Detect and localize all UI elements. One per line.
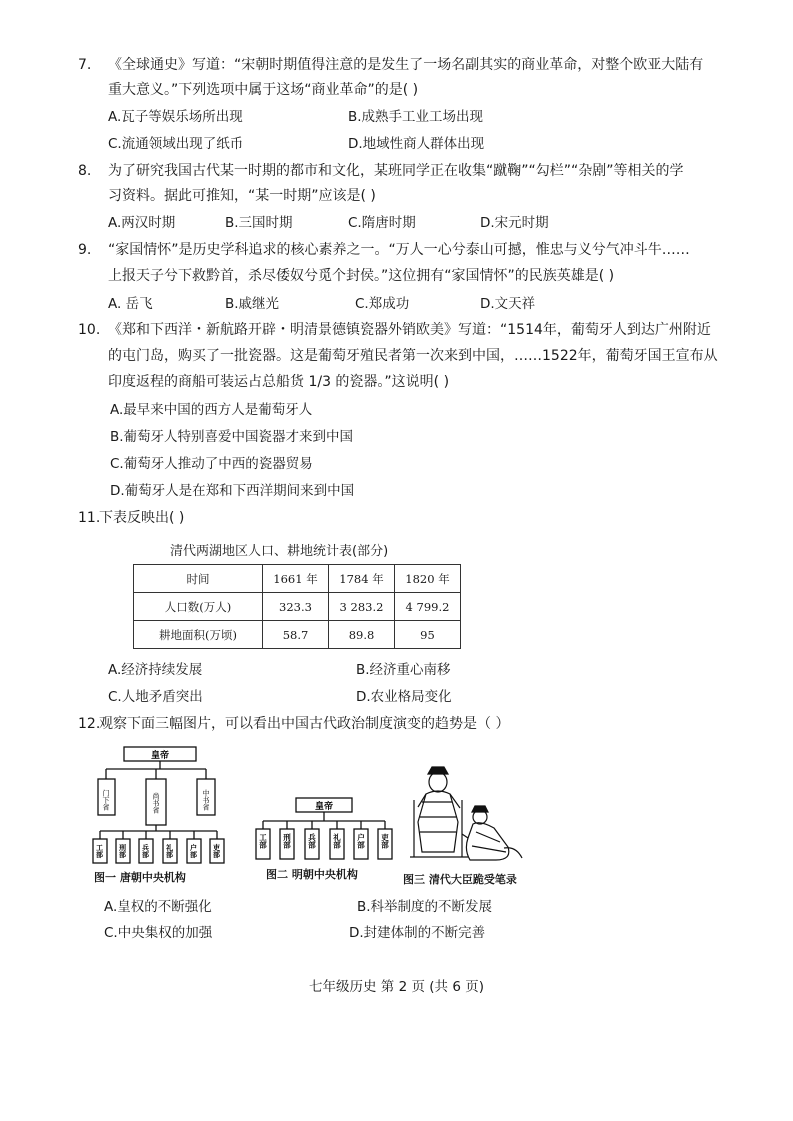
table-header-row [134, 565, 461, 593]
question-10-number: 10. [78, 322, 101, 338]
question-8-option-a[interactable]: A.两汉时期 [108, 215, 176, 231]
question-10-option-d[interactable]: D.葡萄牙人是在郑和下西洋期间来到中国 [110, 483, 355, 499]
question-10-text-line-2: 的屯门岛，购买了一批瓷器。这是葡萄牙殖民者第一次来到中国，……1522年，葡萄牙国王宣布从 [108, 348, 718, 364]
question-11-option-b[interactable]: B.经济重心南移 [356, 662, 451, 678]
fig2-ministry-label: 刑部 [282, 833, 292, 849]
table-row [134, 621, 461, 649]
fig1-ministry-label: 兵部 [141, 844, 151, 858]
question-7-number: 7. [78, 57, 92, 73]
table-header-cell: 1661 年 [263, 565, 329, 593]
table-header-cell: 1820 年 [395, 565, 461, 593]
question-9-option-c[interactable]: C.郑成功 [355, 296, 410, 312]
question-7-text-line-2: 重大意义。”下列选项中属于这场“商业革命”的是( ) [108, 82, 419, 98]
fig1-zhongshu-label: 中书省 [202, 789, 210, 811]
fig1-menxia-label: 门下省 [102, 789, 110, 811]
question-8-option-b[interactable]: B.三国时期 [225, 215, 293, 231]
question-9-option-a[interactable]: A. 岳飞 [108, 296, 153, 312]
question-10-text-line-1: 《郑和下西洋・新航路开辟・明清景德镇瓷器外销欧美》写道：“1514年，葡萄牙人到达广州附近 [108, 322, 711, 338]
fig1-ministry-label: 工部 [95, 844, 105, 858]
question-9-option-d[interactable]: D.文天祥 [480, 296, 536, 312]
fig1-emperor-label: 皇帝 [150, 751, 170, 761]
fig2-ministry-label: 户部 [356, 833, 366, 849]
question-12-option-d[interactable]: D.封建体制的不断完善 [349, 925, 486, 941]
table-cell: 人口数(万人) [134, 593, 263, 621]
fig1-ministry-label: 刑部 [118, 844, 128, 858]
fig2-ministry-label: 礼部 [332, 833, 342, 849]
question-11-text: 下表反映出( ) [99, 510, 185, 526]
figure-qing-illustration [408, 762, 528, 867]
question-11-option-c[interactable]: C.人地矛盾突出 [108, 689, 203, 705]
question-9-text-line-1: “家国情怀”是历史学科追求的核心素养之一。“万人一心兮泰山可撼，惟忠与义兮气冲斗牛…… [108, 242, 690, 258]
fig1-shangshu-label: 尚书省 [152, 792, 160, 814]
question-7-option-d[interactable]: D.地域性商人群体出现 [348, 136, 485, 152]
fig1-ministry-label: 礼部 [165, 844, 175, 858]
fig2-ministry-label: 工部 [258, 833, 268, 849]
question-8-number: 8. [78, 163, 92, 179]
question-7-option-b[interactable]: B.成熟手工业工场出现 [348, 109, 484, 125]
question-10-text-line-3: 印度返程的商船可装运占总船货 1/3 的瓷器。”这说明( ) [108, 374, 450, 390]
question-9-option-b[interactable]: B.戚继光 [225, 296, 280, 312]
figure-3-caption: 图三 清代大臣跪受笔录 [403, 873, 517, 886]
fig2-ministry-label: 吏部 [380, 833, 390, 849]
question-11-option-a[interactable]: A.经济持续发展 [108, 662, 203, 678]
figure-tang-diagram [88, 745, 238, 865]
question-10-option-a[interactable]: A.最早来中国的西方人是葡萄牙人 [110, 402, 313, 418]
question-8-text-line-2: 习资料。据此可推知，“某一时期”应该是( ) [108, 188, 376, 204]
table-cell: 3 283.2 [329, 593, 395, 621]
table-cell: 58.7 [263, 621, 329, 649]
question-9-text-line-2: 上报天子兮下救黔首，杀尽倭奴兮觅个封侯。”这位拥有“家国情怀”的民族英雄是( ) [108, 268, 615, 284]
statistics-table [133, 564, 461, 649]
table-caption: 清代两湖地区人口、耕地统计表(部分) [170, 544, 389, 559]
fig1-ministry-label: 户部 [189, 844, 199, 858]
table-cell: 耕地面积(万顷) [134, 621, 263, 649]
question-11-number: 11. [78, 510, 101, 526]
table-cell: 95 [395, 621, 461, 649]
question-12-option-b[interactable]: B.科举制度的不断发展 [357, 899, 493, 915]
table-cell: 4 799.2 [395, 593, 461, 621]
question-8-option-d[interactable]: D.宋元时期 [480, 215, 549, 231]
question-8-option-c[interactable]: C.隋唐时期 [348, 215, 416, 231]
question-7-text-line-1: 《全球通史》写道：“宋朝时期值得注意的是发生了一场名副其实的商业革命，对整个欧亚大陆有 [108, 57, 704, 73]
question-7-option-c[interactable]: C.流通领域出现了纸币 [108, 136, 244, 152]
question-11-option-d[interactable]: D.农业格局变化 [356, 689, 452, 705]
question-10-option-b[interactable]: B.葡萄牙人特别喜爱中国瓷器才来到中国 [110, 429, 354, 445]
question-7-option-a[interactable]: A.瓦子等娱乐场所出现 [108, 109, 243, 125]
figure-ming-diagram [252, 795, 397, 865]
page-footer: 七年级历史 第 2 页 (共 6 页) [309, 979, 484, 995]
question-10-option-c[interactable]: C.葡萄牙人推动了中西的瓷器贸易 [110, 456, 313, 472]
table-header-cell: 时间 [134, 565, 263, 593]
question-9-number: 9. [78, 242, 92, 258]
fig2-ministry-label: 兵部 [307, 833, 317, 849]
question-12-number: 12. [78, 716, 101, 732]
fig2-emperor-label: 皇帝 [314, 802, 334, 812]
table-cell: 89.8 [329, 621, 395, 649]
question-12-option-a[interactable]: A.皇权的不断强化 [104, 899, 212, 915]
figure-2-caption: 图二 明朝中央机构 [266, 868, 358, 881]
table-header-cell: 1784 年 [329, 565, 395, 593]
fig1-ministry-label: 吏部 [212, 844, 222, 858]
table-cell: 323.3 [263, 593, 329, 621]
question-12-text: 观察下面三幅图片，可以看出中国古代政治制度演变的趋势是（ ） [99, 716, 510, 732]
question-12-option-c[interactable]: C.中央集权的加强 [104, 925, 213, 941]
question-8-text-line-1: 为了研究我国古代某一时期的都市和文化，某班同学正在收集“蹴鞠”“勾栏”“杂剧”等相关的学 [108, 163, 684, 179]
table-row [134, 593, 461, 621]
figure-1-caption: 图一 唐朝中央机构 [94, 871, 186, 884]
